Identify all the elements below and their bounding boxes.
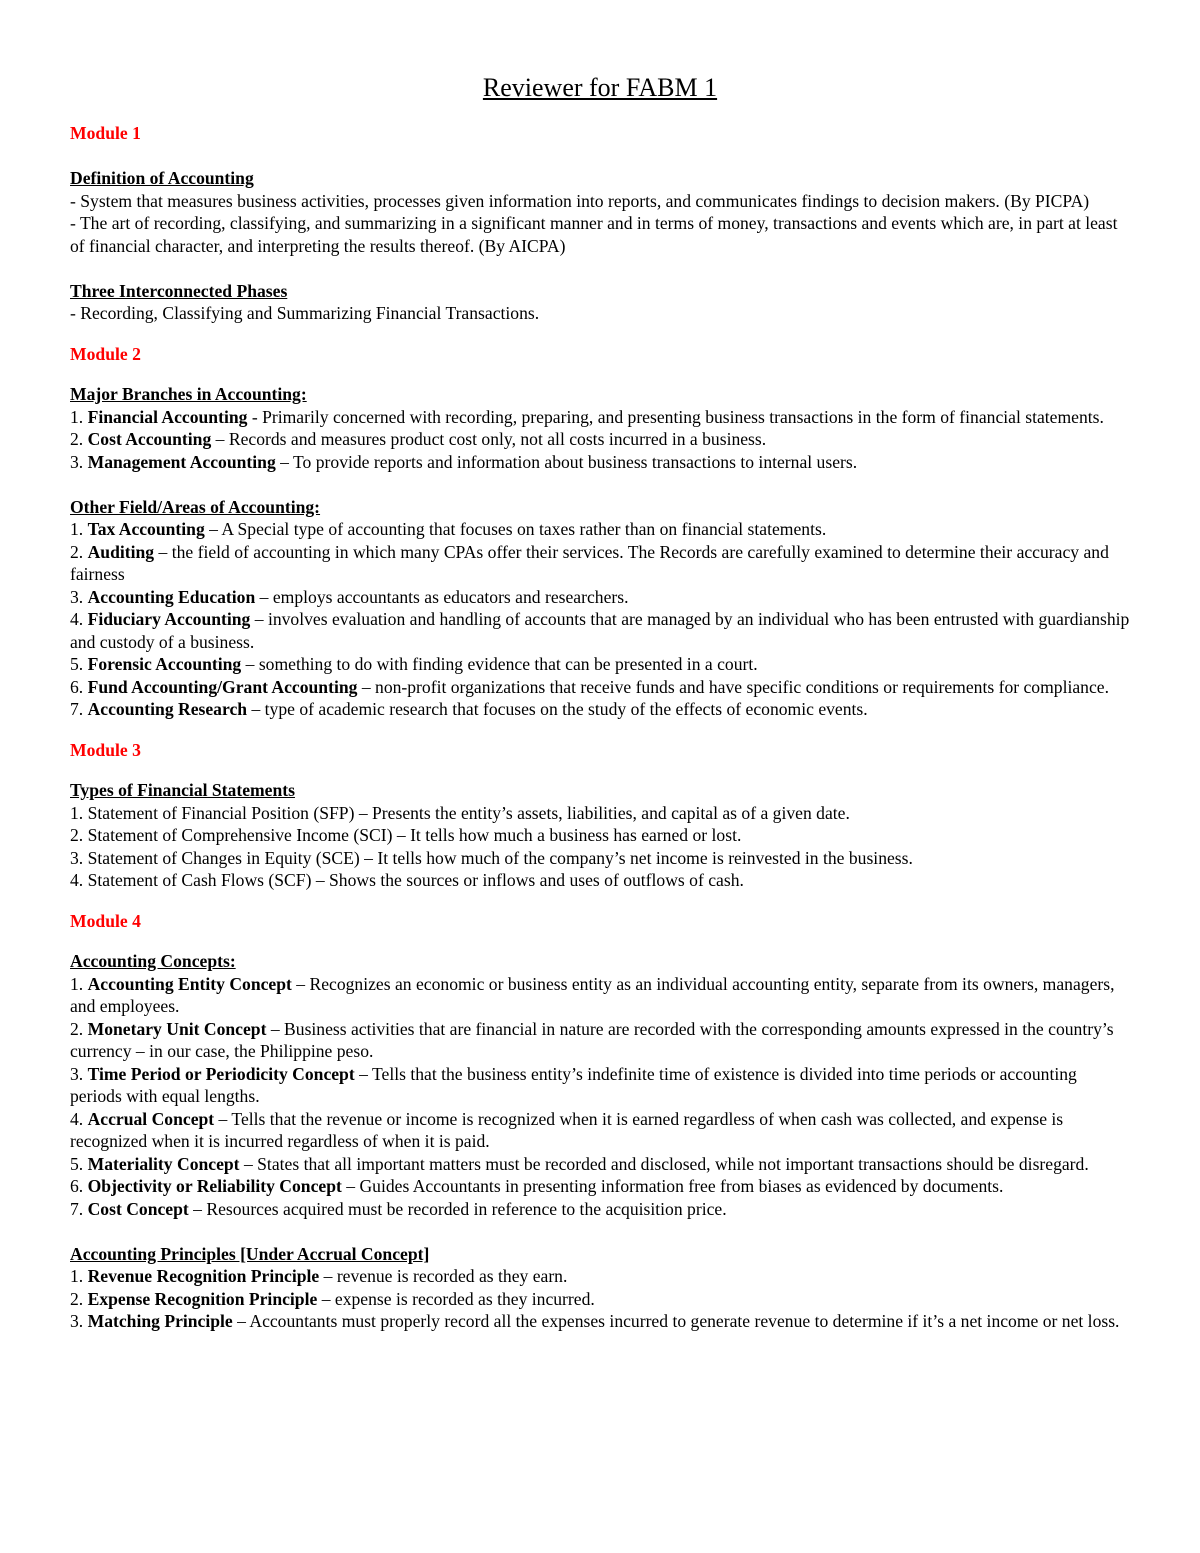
list-item: 3. Statement of Changes in Equity (SCE) – It tells how much of the company’s net income is reinvested in the business. bbox=[70, 847, 913, 868]
list-item: 3. Accounting Education – employs accountants as educators and researchers. bbox=[70, 586, 629, 607]
list-item: 5. Forensic Accounting – something to do with finding evidence that can be presented in a court. bbox=[70, 654, 758, 674]
list-item: 5. Materiality Concept – States that all important matters must be recorded and disclosed, while not important transactions should be disregard. bbox=[70, 1153, 1089, 1174]
list-item: 4. Accrual Concept – Tells that the revenue or income is recognized when it is earned regardless of when cash was collected, and expense is recognized when it is incurred regardless of when it is paid. bbox=[70, 1108, 1064, 1151]
list-item: 2. Monetary Unit Concept – Business activities that are financial in nature are recorded with the corresponding amounts expressed in the country’s currency – in our case, the Philippine peso. bbox=[70, 1018, 1114, 1061]
list-item: 2. Statement of Comprehensive Income (SCI) – It tells how much a business has earned or lost. bbox=[70, 825, 742, 845]
module-4-heading: Module 4 bbox=[70, 910, 141, 931]
list-item: 6. Fund Accounting/Grant Accounting – non-profit organizations that receive funds and have specific conditions or requirements for compliance. bbox=[70, 676, 1109, 697]
list-item: 4. Statement of Cash Flows (SCF) – Shows the sources or inflows and uses of outflows of cash. bbox=[70, 870, 744, 890]
fields-heading: Other Field/Areas of Accounting: bbox=[70, 496, 321, 517]
principles-list bbox=[70, 1265, 1130, 1333]
list-item: 3. Matching Principle – Accountants must properly record all the expenses incurred to generate revenue to determine if it’s a net income or net loss. bbox=[70, 1311, 1120, 1331]
list-item: 1. Revenue Recognition Principle – revenue is recorded as they earn. bbox=[70, 1266, 568, 1286]
branches-list bbox=[70, 406, 1130, 474]
list-item: 4. Fiduciary Accounting – involves evaluation and handling of accounts that are managed by an individual who has been entrusted with guardianship and custody of a business. bbox=[70, 609, 1130, 652]
definition-line: - System that measures business activities, processes given information into reports, and communicates findings to decision makers. (By PICPA) bbox=[70, 190, 1090, 211]
list-item: 2. Expense Recognition Principle – expense is recorded as they incurred. bbox=[70, 1288, 595, 1309]
statements-heading: Types of Financial Statements bbox=[70, 780, 295, 800]
definition-heading: Definition of Accounting bbox=[70, 168, 254, 188]
phases-text: - Recording, Classifying and Summarizing Financial Transactions. bbox=[70, 303, 540, 323]
list-item: 3. Time Period or Periodicity Concept – Tells that the business entity’s indefinite time of existence is divided into time periods or accounting periods with equal lengths. bbox=[70, 1063, 1077, 1106]
phases-heading: Three Interconnected Phases bbox=[70, 280, 288, 301]
definition-line: - The art of recording, classifying, and summarizing in a significant manner and in terms of money, transactions and events which are, in part at least of financial character, and interpreting the results thereof. (By AICPA) bbox=[70, 213, 1118, 256]
module-3-heading: Module 3 bbox=[70, 739, 141, 760]
list-item: 6. Objectivity or Reliability Concept – Guides Accountants in presenting information free from biases as evidenced by documents. bbox=[70, 1176, 1004, 1196]
module-1-heading: Module 1 bbox=[70, 123, 141, 143]
list-item: 1. Tax Accounting – A Special type of accounting that focuses on taxes rather than on financial statements. bbox=[70, 519, 827, 539]
list-item: 1. Financial Accounting - Primarily concerned with recording, preparing, and presenting business transactions in the form of financial statements. bbox=[70, 406, 1104, 427]
list-item: 3. Management Accounting – To provide reports and information about business transactions to internal users. bbox=[70, 451, 858, 472]
concepts-list bbox=[70, 973, 1130, 1221]
list-item: 7. Cost Concept – Resources acquired must be recorded in reference to the acquisition price. bbox=[70, 1198, 727, 1219]
principles-heading: Accounting Principles [Under Accrual Concept] bbox=[70, 1243, 430, 1264]
concepts-heading: Accounting Concepts: bbox=[70, 951, 236, 971]
list-item: 1. Accounting Entity Concept – Recognizes an economic or business entity as an individual accounting entity, separate from its owners, managers, and employees. bbox=[70, 973, 1115, 1016]
page-title: Reviewer for FABM 1 bbox=[482, 73, 718, 102]
list-item: 1. Statement of Financial Position (SFP) – Presents the entity’s assets, liabilities, and capital as of a given date. bbox=[70, 802, 850, 823]
module-2-heading: Module 2 bbox=[70, 343, 141, 364]
list-item: 7. Accounting Research – type of academic research that focuses on the study of the effects of economic events. bbox=[70, 699, 868, 719]
fields-list bbox=[70, 518, 1130, 721]
list-item: 2. Cost Accounting – Records and measures product cost only, not all costs incurred in a business. bbox=[70, 429, 767, 449]
list-item: 2. Auditing – the field of accounting in which many CPAs offer their services. The Records are carefully examined to determine their accuracy and fairness bbox=[70, 541, 1109, 584]
branches-heading: Major Branches in Accounting: bbox=[70, 384, 307, 404]
